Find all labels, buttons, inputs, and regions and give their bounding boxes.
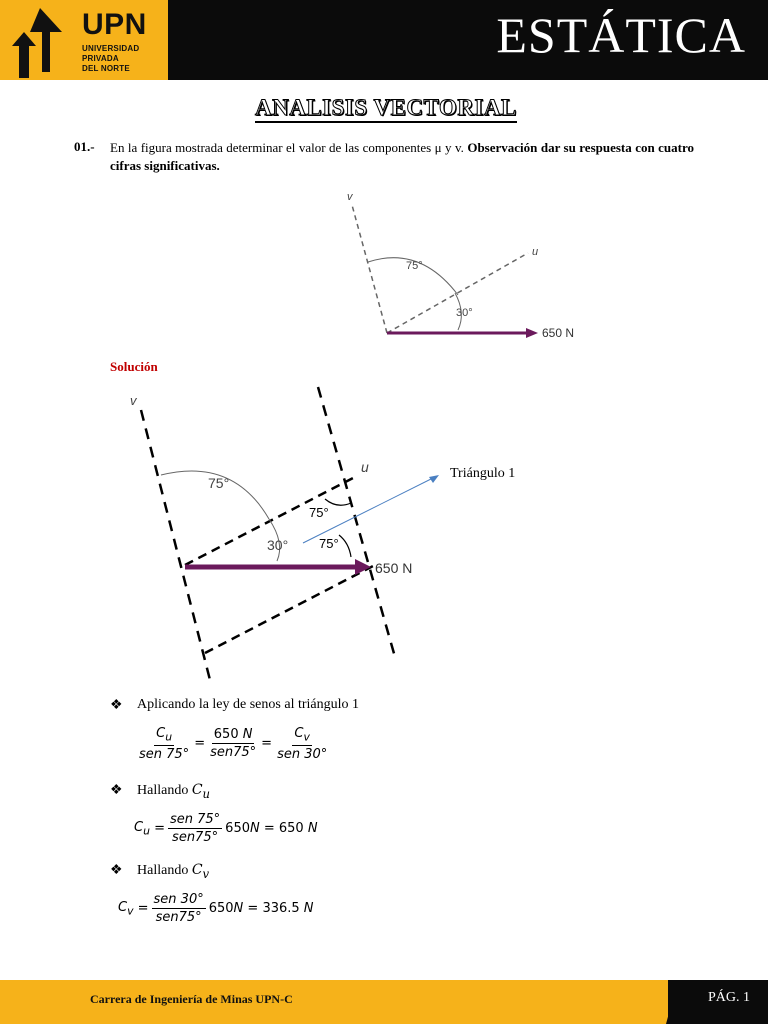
fig2-force-label: 650 N [375, 560, 413, 576]
solution-label: Solución [110, 359, 158, 374]
fig2-pointer-arrowhead [429, 475, 439, 483]
eq2-result-unit: N [307, 821, 318, 836]
fig2-angle-75: 75° [208, 475, 230, 491]
upn-logo [0, 0, 168, 80]
page-number: PÁG. 1 [707, 990, 750, 1005]
fig2-angle-arc-tri-bottom [339, 535, 351, 557]
eq3-frac [152, 892, 206, 925]
step-1-text: Aplicando la ley de senos al triángulo 1 [137, 697, 359, 712]
problem-statement [110, 139, 694, 175]
equation-3: $C_v$ = $\frac{\text{sen 30°}}{\text{sen75°}}$ 650 N = 336.5 N [118, 892, 314, 925]
upn-arrow-logo-icon [0, 0, 80, 80]
fig1-v-axis [352, 205, 387, 333]
problem-text: En la figura mostrada determinar el valor de las componentes μ y v. [110, 140, 464, 155]
eq3-rest: 650 [208, 901, 234, 916]
step-3-var: C [191, 862, 203, 878]
logo-line-3: DEL NORTE [82, 64, 130, 73]
eq3-lhs: C [118, 899, 128, 915]
fig1-label-v: v [347, 191, 353, 203]
logo-line-2: PRIVADA [82, 54, 119, 63]
figure-2-diagram [125, 385, 445, 685]
eq2-den: sen75° [172, 830, 219, 845]
triangle-label: Triángulo 1 [450, 466, 516, 481]
fig1-label-u: u [532, 246, 539, 258]
eq3-result-unit: N [303, 901, 314, 916]
logo-line-1: UNIVERSIDAD [82, 44, 140, 53]
equation-1: $\frac{C_u}{\text{sen 75°}}$ = $\frac{650 N}{\text{sen75°}}$ = $\frac{C_v}{\text{sen 30°}}$ [139, 726, 328, 762]
step-3-text [137, 862, 209, 881]
fig1-force-label: 650 N [542, 326, 575, 340]
fig2-angle-arc-tri-top [325, 499, 351, 505]
logo-name: UPN [82, 8, 147, 41]
main-title: ANALISIS VECTORIAL [255, 95, 517, 123]
eq1-n2: 650 [213, 727, 243, 743]
equation-2: $C_u$ = $\frac{\text{sen 75°}}{\text{sen75°}}$ 650 N = 650 N [134, 812, 318, 845]
eq1-n2-unit: N [242, 727, 253, 743]
eq1-d3: sen 30° [277, 746, 328, 762]
step-1-bullet: ❖ [110, 698, 123, 713]
eq1-n1-sub: u [165, 730, 173, 744]
eq2-result: = 650 [259, 821, 308, 836]
eq2-unit: N [250, 821, 260, 836]
eq2-num: sen 75° [169, 812, 221, 827]
problem-number: 01.- [74, 139, 95, 154]
footer-text: Carrera de Ingeniería de Minas UPN-C [90, 992, 293, 1006]
eq1-frac-1 [137, 726, 191, 762]
eq3-den: sen75° [155, 910, 202, 925]
figure-1-diagram [340, 185, 590, 350]
eq1-frac-3 [275, 726, 329, 762]
fig2-angle-30: 30° [267, 537, 289, 553]
eq3-unit: N [233, 901, 244, 916]
eq1-d2: sen75° [210, 745, 257, 761]
fig2-label-v: v [130, 393, 137, 408]
step-3-var-sub: v [202, 866, 210, 881]
eq2-lhs-sub: u [143, 824, 150, 838]
step-3-bullet: ❖ [110, 863, 123, 878]
eq3-num: sen 30° [153, 892, 204, 907]
fig2-angle-tri-top: 75° [309, 505, 329, 520]
fig2-angle-tri-bottom: 75° [319, 536, 339, 551]
eq1-frac-2 [208, 727, 258, 760]
fig1-angle-75: 75° [406, 260, 423, 272]
fig2-parallel-u-line [205, 565, 375, 653]
step-3-label: Hallando [137, 863, 192, 878]
step-2-var: C [191, 782, 203, 798]
eq3-result: = 336.5 [243, 901, 304, 916]
fig1-angle-30: 30° [456, 307, 473, 319]
step-2-label: Hallando [137, 783, 192, 798]
step-2-var-sub: u [202, 786, 211, 801]
eq1-n1: C [156, 726, 166, 741]
eq1-n3-sub: v [303, 730, 310, 744]
header-title: ESTÁTICA [496, 7, 746, 63]
eq1-n3: C [294, 726, 304, 741]
fig1-force-arrowhead [526, 328, 538, 338]
fig2-v-axis [141, 410, 210, 680]
step-2-text [137, 782, 210, 801]
step-2-bullet: ❖ [110, 783, 123, 798]
eq1-d1: sen 75° [139, 746, 190, 762]
problem-note: Observación dar su respuesta con cuatro cifras significativas. [110, 140, 695, 173]
eq2-lhs: C [134, 819, 144, 835]
fig2-parallel-v-line [318, 387, 395, 657]
eq2-rest: 650 [225, 821, 250, 836]
eq3-lhs-sub: v [127, 904, 134, 918]
fig2-label-u: u [361, 459, 369, 475]
eq2-frac [168, 812, 222, 845]
